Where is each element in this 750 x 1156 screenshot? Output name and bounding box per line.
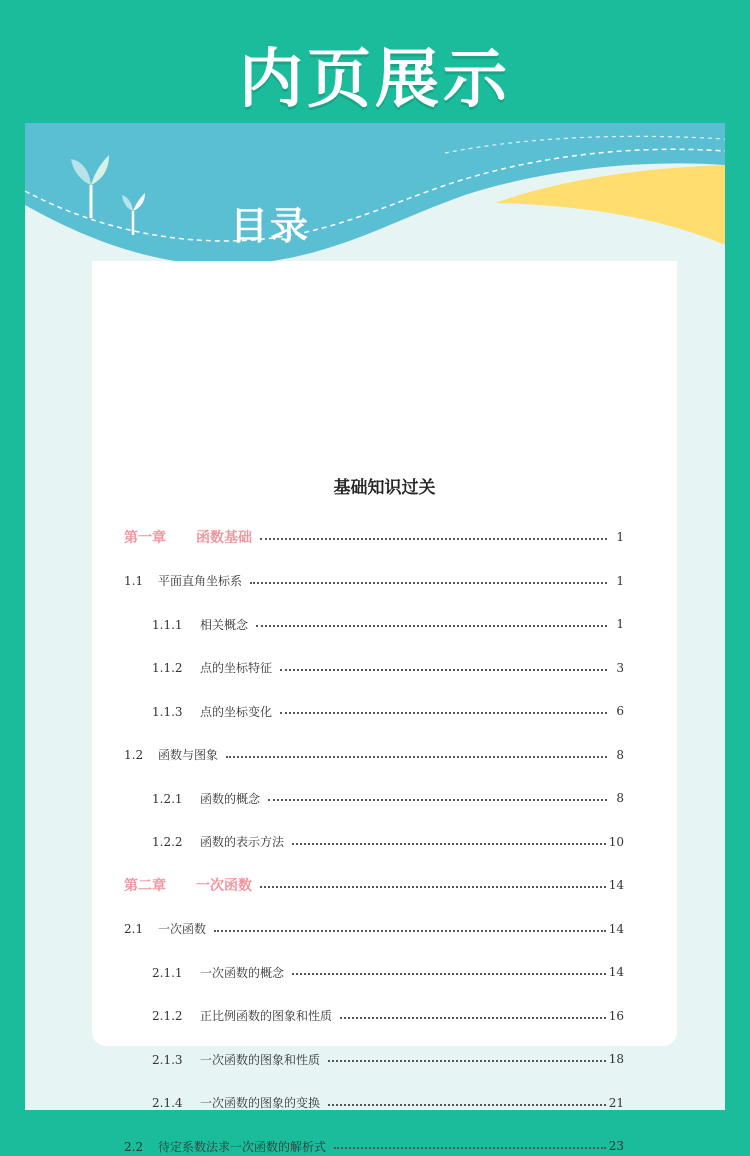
toc-entry-page: 3 — [616, 660, 624, 675]
toc-entry-number: 1.1.1 — [152, 617, 183, 632]
toc-entry[interactable] — [152, 962, 624, 982]
dot-leader — [268, 799, 607, 801]
toc-entry[interactable] — [124, 1136, 624, 1156]
dot-leader — [340, 1017, 606, 1019]
toc-entry-label — [152, 659, 272, 676]
toc-entry-page: 1 — [616, 573, 624, 588]
toc-entry-number: 1.2 — [124, 748, 144, 762]
toc-entry-label — [124, 527, 252, 547]
toc-entry-title: 函数基础 — [196, 530, 252, 546]
toc-entry-title: 函数与图象 — [158, 748, 219, 762]
toc-entry-number: 第二章 — [124, 878, 166, 894]
header-wave — [25, 123, 725, 283]
toc-page — [92, 261, 677, 1154]
toc-entry-label — [152, 703, 272, 720]
toc-entry-page: 8 — [616, 791, 624, 805]
dot-leader — [292, 973, 606, 975]
toc-entry-title: 一次函数的图象的变换 — [200, 1096, 321, 1110]
toc-entry-title: 点的坐标变化 — [200, 704, 273, 719]
toc-entry-title: 点的坐标特征 — [200, 661, 273, 675]
dot-leader — [292, 843, 606, 845]
toc-entry-number: 2.1 — [124, 922, 144, 936]
toc-entry-number: 第一章 — [124, 530, 166, 546]
toc-entry[interactable] — [124, 919, 624, 939]
dot-leader — [334, 1147, 606, 1149]
toc-entry-label — [124, 746, 218, 763]
toc-entry-title: 一次函数的概念 — [200, 965, 285, 980]
toc-entry-title: 一次函数的图象和性质 — [200, 1052, 321, 1067]
toc-entry-page: 1 — [616, 617, 624, 631]
dot-leader — [328, 1104, 606, 1106]
toc-entry[interactable] — [152, 832, 624, 852]
toc-entry[interactable] — [152, 658, 624, 678]
toc-entry-title: 一次函数 — [158, 922, 207, 936]
toc-entry-label — [124, 875, 252, 895]
toc-entry-title: 待定系数法求一次函数的解析式 — [158, 1139, 327, 1154]
toc-entry-title: 平面直角坐标系 — [158, 574, 243, 588]
dot-leader — [250, 582, 607, 584]
toc-entry[interactable] — [124, 571, 624, 591]
toc-entry-title: 正比例函数的图象和性质 — [200, 1009, 333, 1023]
toc-entry-number: 2.2 — [124, 1139, 144, 1154]
toc-entry-number: 2.1.1 — [152, 965, 183, 980]
dot-leader — [280, 669, 607, 671]
banner-title: 内页展示 — [239, 43, 511, 117]
toc-entry-number: 1.1 — [124, 574, 144, 588]
toc-entry-page: 23 — [608, 1139, 624, 1153]
toc-entry-page: 14 — [608, 921, 624, 936]
dot-leader — [256, 625, 607, 627]
toc-entry-page: 21 — [608, 1095, 624, 1110]
dot-leader — [214, 930, 606, 932]
toc-entry[interactable] — [124, 527, 624, 547]
toc-entry[interactable] — [152, 1006, 624, 1026]
toc-entry-number: 1.1.2 — [152, 661, 183, 675]
toc-entry[interactable] — [124, 745, 624, 765]
toc-entry-label — [152, 790, 260, 807]
toc-heading: 目录 — [230, 204, 311, 248]
toc-entry-title: 函数的表示方法 — [200, 835, 285, 849]
dot-leader — [226, 756, 607, 758]
toc-card — [25, 123, 725, 1154]
toc-entry-label — [124, 1138, 326, 1155]
section-title: 基础知识过关 — [333, 478, 436, 498]
toc-entry[interactable] — [152, 701, 624, 721]
toc-entry-label — [124, 920, 206, 937]
toc-entry-number: 1.1.3 — [152, 704, 183, 719]
toc-entry-title: 相关概念 — [200, 617, 249, 632]
toc-entry-number: 2.1.2 — [152, 1009, 183, 1023]
toc-entry-page: 1 — [616, 530, 624, 544]
toc-entry-label — [152, 1094, 320, 1111]
toc-entry-page: 6 — [616, 704, 624, 718]
dot-leader — [328, 1060, 606, 1062]
toc-entry-label — [152, 964, 284, 981]
toc-entry-title: 函数的概念 — [200, 791, 261, 806]
toc-entry-label — [124, 572, 242, 589]
toc-entry-page: 8 — [616, 747, 624, 762]
toc-entry[interactable] — [152, 1049, 624, 1069]
dot-leader — [260, 886, 606, 888]
toc-entry-number: 1.2.1 — [152, 791, 183, 806]
toc-entry-page: 10 — [608, 834, 624, 849]
toc-entry-page: 14 — [608, 965, 624, 979]
toc-entry-page: 14 — [608, 878, 624, 892]
toc-entry[interactable] — [152, 1093, 624, 1113]
toc-entry-page: 16 — [608, 1008, 624, 1023]
toc-entry-label — [152, 833, 284, 850]
toc-entry[interactable] — [152, 614, 624, 634]
dot-leader — [260, 538, 607, 540]
toc-entry-number: 1.2.2 — [152, 835, 183, 849]
toc-entry-number: 2.1.4 — [152, 1096, 183, 1110]
toc-entry-label — [152, 616, 248, 633]
toc-entry-title: 一次函数 — [196, 878, 252, 894]
toc-entry-number: 2.1.3 — [152, 1052, 183, 1067]
toc-entry[interactable] — [152, 788, 624, 808]
toc-entry-page: 18 — [608, 1052, 624, 1066]
toc-entry-label — [152, 1051, 320, 1068]
toc-entry[interactable] — [124, 875, 624, 895]
dot-leader — [280, 712, 607, 714]
toc-entry-label — [152, 1007, 332, 1024]
